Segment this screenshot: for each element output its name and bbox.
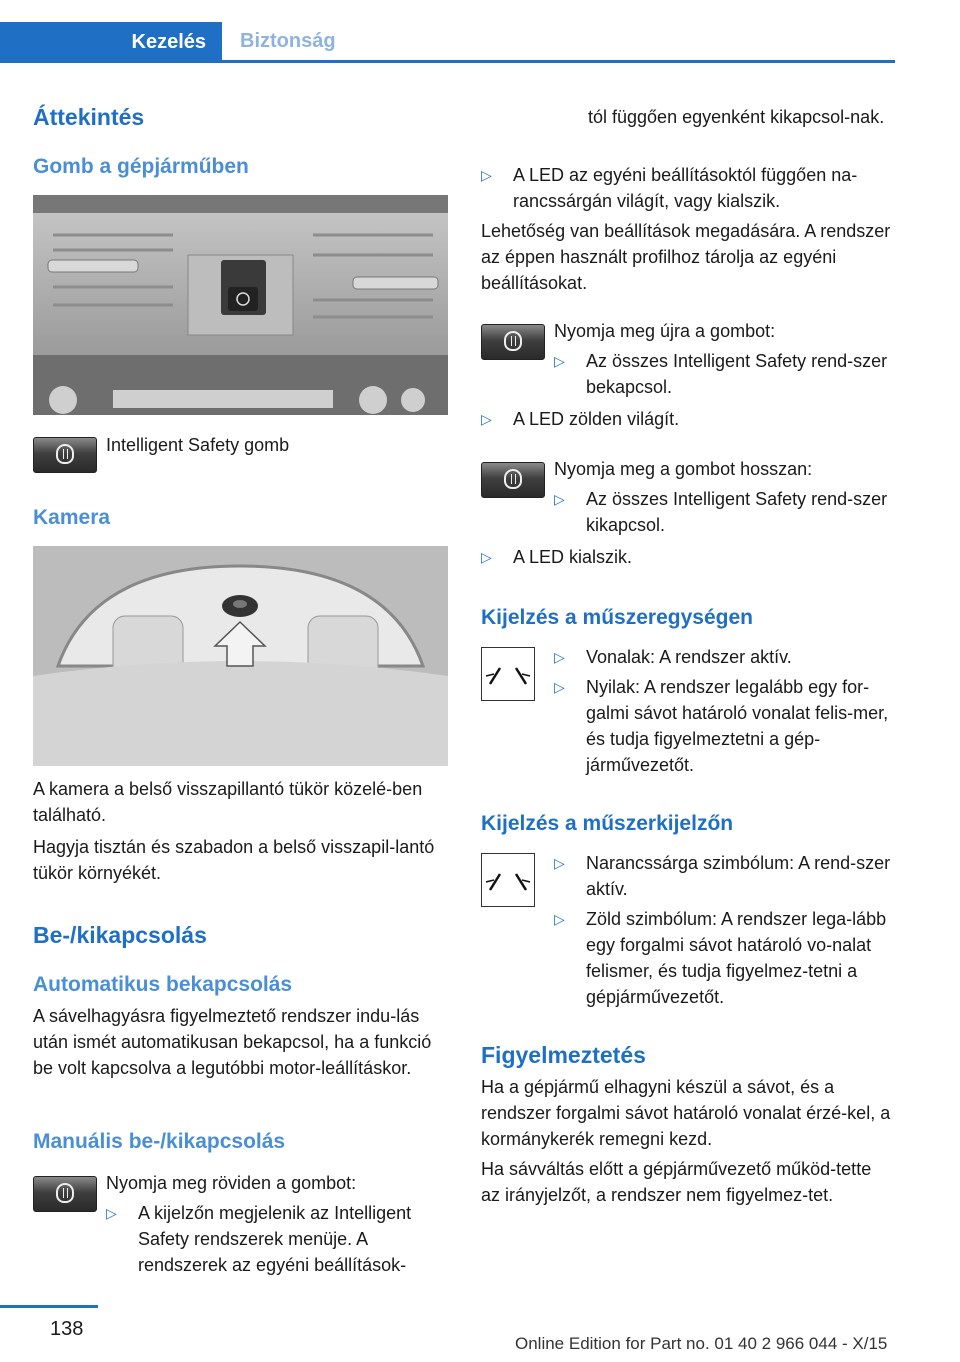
heading-manual: Manuális be-/kikapcsolás bbox=[33, 1130, 286, 1153]
heading-cluster-display: Kijelzés a műszeregységen bbox=[481, 606, 753, 629]
camera-location-photo bbox=[33, 546, 448, 766]
warning-text-2: Ha sávváltás előtt a gépjárművezető működ‐tette az irányjelzőt, a rendszer nem figyelmez‐tet. bbox=[481, 1159, 872, 1205]
press-again-text: Nyomja meg újra a gombot: bbox=[554, 321, 776, 341]
heading-on-off: Be-/kikapcsolás bbox=[33, 922, 207, 948]
camera-text-2: Hagyja tisztán és szabadon a belső visszapil‐lantó tükör környékét. bbox=[33, 837, 435, 883]
tab-biztonsag[interactable]: Biztonság bbox=[240, 29, 336, 52]
triangle-bullet-icon: ▷ bbox=[554, 491, 565, 507]
intelligent-safety-button-icon bbox=[33, 1176, 97, 1212]
edition-note: Online Edition for Part no. 01 40 2 966 044 - X/15 bbox=[515, 1334, 888, 1353]
tab-kezeles[interactable]: Kezelés bbox=[0, 22, 222, 62]
heading-auto-on: Automatikus bekapcsolás bbox=[33, 973, 293, 996]
intelligent-safety-button-icon bbox=[33, 437, 97, 473]
warning-text-1: Ha a gépjármű elhagyni készül a sávot, és a rendszer forgalmi sávot határoló vonalat érzé‐kel, a kormánykerék remegni kezd. bbox=[481, 1077, 891, 1149]
triangle-bullet-icon: ▷ bbox=[481, 549, 492, 565]
intelligent-safety-button-icon bbox=[481, 324, 545, 360]
dashboard-button-photo bbox=[33, 195, 448, 415]
button-caption: Intelligent Safety gomb bbox=[106, 435, 290, 455]
triangle-bullet-icon: ▷ bbox=[554, 855, 565, 871]
heading-button-in-car: Gomb a gépjárműben bbox=[33, 155, 249, 178]
lane-lines-icon bbox=[481, 853, 535, 907]
chapter-tab-bar bbox=[0, 22, 895, 62]
bullet-continuation: tól függően egyenként kikapcsol‐nak. bbox=[588, 107, 885, 127]
page-number: 138 bbox=[50, 1318, 84, 1340]
press-short-text: Nyomja meg röviden a gombot: bbox=[106, 1173, 357, 1193]
press-long-text: Nyomja meg a gombot hosszan: bbox=[554, 459, 813, 479]
settings-text: Lehetőség van beállítások megadására. A rendszer az éppen használt profilhoz tárolja az egyéni beállításokat. bbox=[481, 221, 891, 293]
tab-underline bbox=[0, 60, 895, 63]
heading-overview: Áttekintés bbox=[33, 104, 145, 130]
triangle-bullet-icon: ▷ bbox=[554, 911, 565, 927]
triangle-bullet-icon: ▷ bbox=[554, 353, 565, 369]
triangle-bullet-icon: ▷ bbox=[106, 1205, 117, 1221]
triangle-bullet-icon: ▷ bbox=[481, 411, 492, 427]
intelligent-safety-button-icon bbox=[481, 462, 545, 498]
triangle-bullet-icon: ▷ bbox=[554, 679, 565, 695]
lane-lines-icon bbox=[481, 647, 535, 701]
footer-rule bbox=[0, 1305, 98, 1308]
heading-camera: Kamera bbox=[33, 506, 111, 529]
heading-instrument-display: Kijelzés a műszerkijelzőn bbox=[481, 812, 734, 835]
triangle-bullet-icon: ▷ bbox=[481, 167, 492, 183]
heading-warning: Figyelmeztetés bbox=[481, 1042, 646, 1068]
triangle-bullet-icon: ▷ bbox=[554, 649, 565, 665]
camera-text-1: A kamera a belső visszapillantó tükör közelé‐ben található. bbox=[33, 779, 423, 825]
auto-on-text: A sávelhagyásra figyelmeztető rendszer indu‐lás után ismét automatikusan bekapcsol, ha a funkció be volt kapcsolva a legutóbbi motor‐leállításkor. bbox=[33, 1006, 432, 1078]
